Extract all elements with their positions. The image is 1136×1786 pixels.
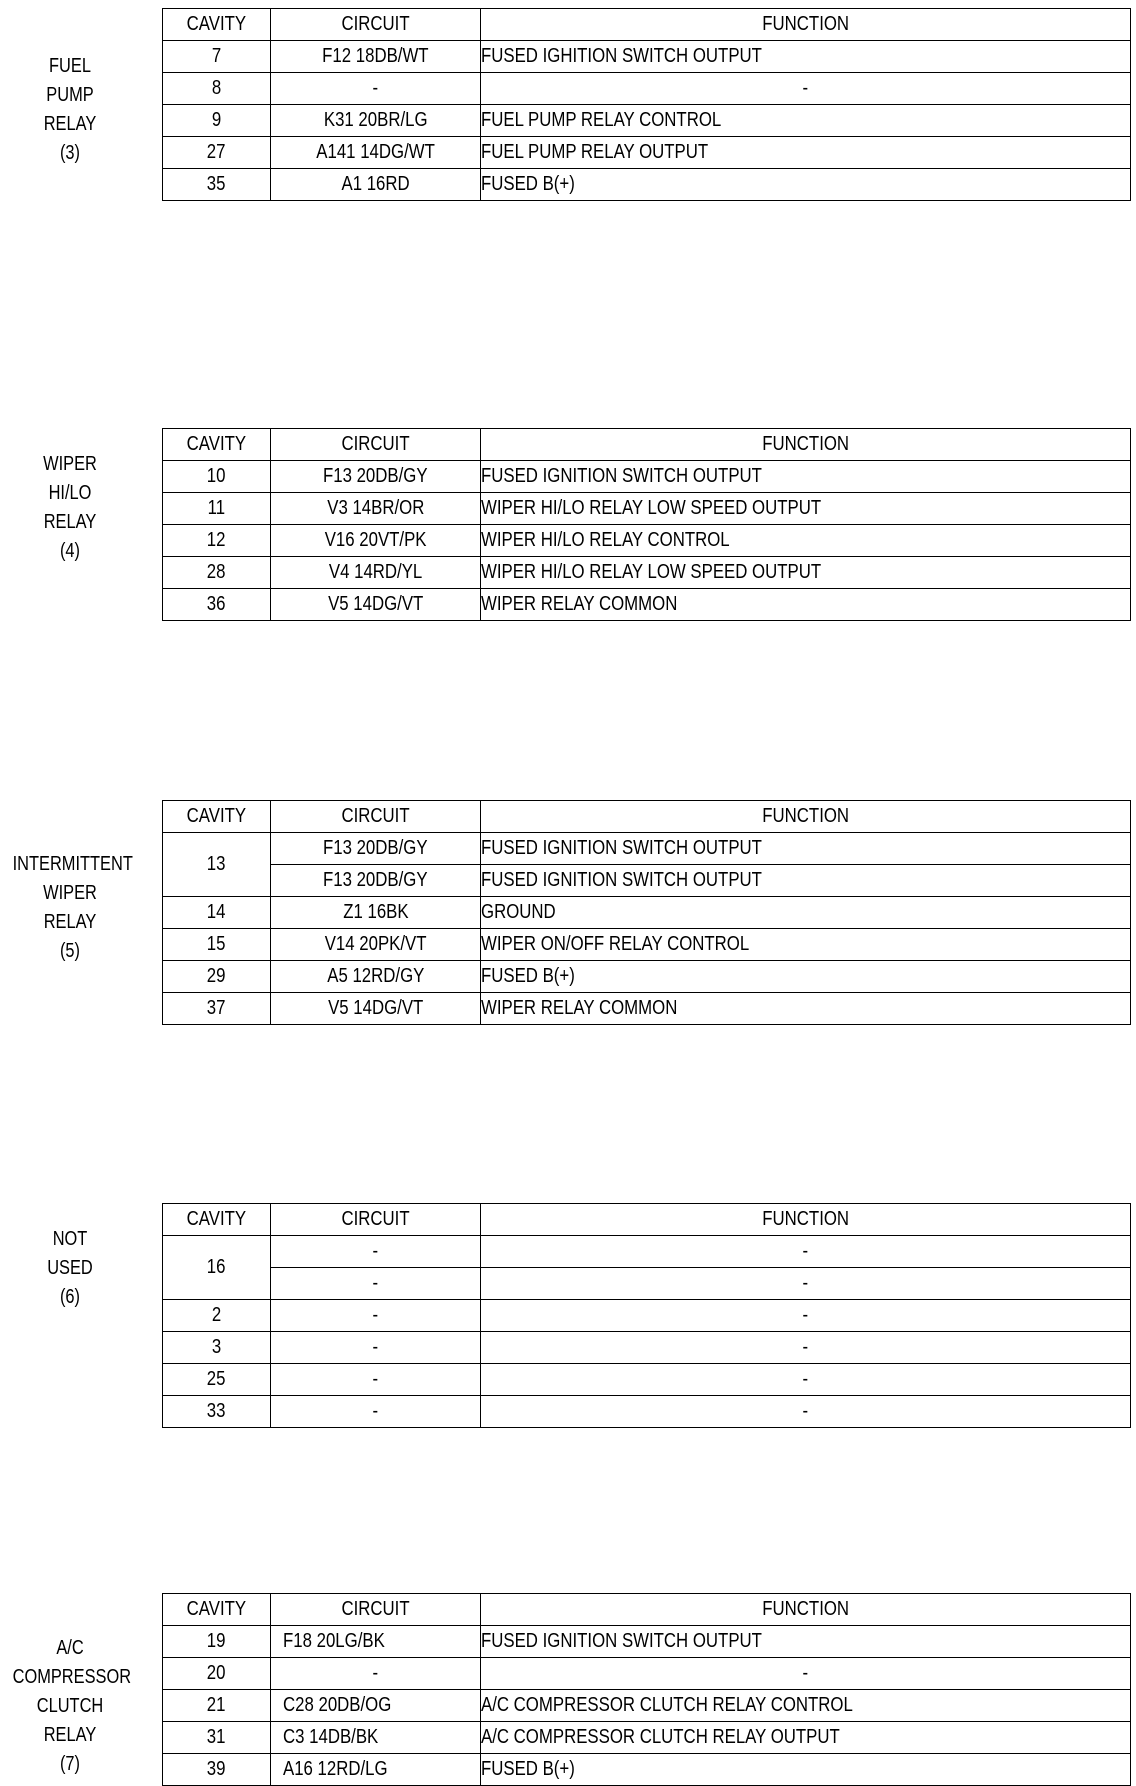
circuit-cell: V14 20PK/VT	[271, 929, 481, 961]
cavity-cell: 15	[163, 929, 271, 961]
circuit-cell: -	[271, 73, 481, 105]
function-cell: FUSED IGNITION SWITCH OUTPUT	[481, 461, 1131, 493]
function-cell: FUSED B(+)	[481, 1754, 1131, 1786]
function-cell: WIPER HI/LO RELAY LOW SPEED OUTPUT	[481, 493, 1131, 525]
relay-label-line: CLUTCH	[36, 1695, 104, 1717]
relay-label-line: A/C	[56, 1637, 84, 1659]
cavity-cell: 37	[163, 993, 271, 1025]
relay-label-line: WIPER	[43, 453, 97, 475]
relay-label	[13, 450, 128, 566]
table-row	[163, 461, 1131, 493]
cavity-cell: 21	[163, 1690, 271, 1722]
table-row	[163, 1236, 1131, 1268]
function-header: FUNCTION	[481, 9, 1131, 41]
table-row	[163, 1658, 1131, 1690]
circuit-cell: A16 12RD/LG	[271, 1754, 481, 1786]
cavity-cell: 14	[163, 897, 271, 929]
function-cell: -	[481, 1396, 1131, 1428]
circuit-cell: F13 20DB/GY	[271, 461, 481, 493]
function-cell: FUEL PUMP RELAY CONTROL	[481, 105, 1131, 137]
table-row	[163, 1268, 1131, 1300]
table-row	[163, 1722, 1131, 1754]
relay-label-line: PUMP	[46, 84, 94, 106]
cavity-cell: 3	[163, 1332, 271, 1364]
header-row	[163, 1204, 1131, 1236]
circuit-cell: -	[271, 1364, 481, 1396]
cavity-cell: 33	[163, 1396, 271, 1428]
cavity-cell: 10	[163, 461, 271, 493]
circuit-cell: V5 14DG/VT	[271, 589, 481, 621]
cavity-cell: 29	[163, 961, 271, 993]
function-cell: A/C COMPRESSOR CLUTCH RELAY OUTPUT	[481, 1722, 1131, 1754]
function-header: FUNCTION	[481, 1594, 1131, 1626]
circuit-header: CIRCUIT	[271, 801, 481, 833]
relay-label-line: RELAY	[43, 1724, 97, 1746]
circuit-cell: K31 20BR/LG	[271, 105, 481, 137]
relay-label-line: (5)	[59, 940, 81, 962]
table-row	[163, 169, 1131, 201]
function-cell: FUSED IGNITION SWITCH OUTPUT	[481, 1626, 1131, 1658]
function-cell: FUSED B(+)	[481, 169, 1131, 201]
function-cell: FUSED IGHITION SWITCH OUTPUT	[481, 41, 1131, 73]
relay-label-line: FUEL	[49, 55, 91, 77]
cavity-cell: 9	[163, 105, 271, 137]
circuit-cell: Z1 16BK	[271, 897, 481, 929]
function-cell: WIPER RELAY COMMON	[481, 589, 1131, 621]
pinout-table	[162, 428, 1131, 621]
relay-label-line: USED	[47, 1257, 93, 1279]
relay-label-line: (4)	[59, 540, 81, 562]
circuit-cell: A141 14DG/WT	[271, 137, 481, 169]
relay-label-line: (3)	[59, 142, 81, 164]
header-row	[163, 429, 1131, 461]
cavity-cell: 12	[163, 525, 271, 557]
cavity-header: CAVITY	[163, 9, 271, 41]
function-cell: -	[481, 1658, 1131, 1690]
header-row	[163, 1594, 1131, 1626]
cavity-header: CAVITY	[163, 801, 271, 833]
function-cell: FUSED B(+)	[481, 961, 1131, 993]
function-cell: A/C COMPRESSOR CLUTCH RELAY CONTROL	[481, 1690, 1131, 1722]
cavity-header: CAVITY	[163, 429, 271, 461]
circuit-cell: V16 20VT/PK	[271, 525, 481, 557]
table-row	[163, 41, 1131, 73]
relay-label-line: RELAY	[43, 911, 97, 933]
table-row	[163, 1626, 1131, 1658]
circuit-cell: -	[271, 1236, 481, 1268]
cavity-cell: 2	[163, 1300, 271, 1332]
circuit-cell: F12 18DB/WT	[271, 41, 481, 73]
cavity-cell: 11	[163, 493, 271, 525]
circuit-cell: A5 12RD/GY	[271, 961, 481, 993]
cavity-cell: 16	[163, 1236, 271, 1300]
function-cell: -	[481, 1364, 1131, 1396]
cavity-cell: 8	[163, 73, 271, 105]
function-cell: FUEL PUMP RELAY OUTPUT	[481, 137, 1131, 169]
table-row	[163, 1300, 1131, 1332]
circuit-cell: -	[271, 1396, 481, 1428]
function-cell: FUSED IGNITION SWITCH OUTPUT	[481, 865, 1131, 897]
table-row	[163, 961, 1131, 993]
pinout-table	[162, 1203, 1131, 1428]
relay-label	[12, 850, 133, 966]
table-row	[163, 1754, 1131, 1786]
relay-label	[13, 1225, 128, 1312]
relay-label	[12, 1634, 132, 1779]
function-cell: GROUND	[481, 897, 1131, 929]
relay-label-line: WIPER	[43, 882, 97, 904]
pinout-table	[162, 1593, 1131, 1786]
cavity-cell: 27	[163, 137, 271, 169]
table-row	[163, 1364, 1131, 1396]
table-row	[163, 1332, 1131, 1364]
circuit-cell: V4 14RD/YL	[271, 557, 481, 589]
function-cell: WIPER HI/LO RELAY CONTROL	[481, 525, 1131, 557]
circuit-cell: -	[271, 1658, 481, 1690]
relay-label-line: (7)	[59, 1753, 81, 1775]
function-cell: -	[481, 1268, 1131, 1300]
relay-label-line: (6)	[59, 1286, 81, 1308]
table-row	[163, 493, 1131, 525]
pinout-table	[162, 8, 1131, 201]
table-row	[163, 929, 1131, 961]
table-row	[163, 897, 1131, 929]
circuit-cell: F18 20LG/BK	[271, 1626, 481, 1658]
circuit-header: CIRCUIT	[271, 1204, 481, 1236]
table-row	[163, 557, 1131, 589]
relay-label-line: RELAY	[43, 113, 97, 135]
circuit-cell: -	[271, 1268, 481, 1300]
relay-label-line: NOT	[52, 1228, 88, 1250]
circuit-cell: V3 14BR/OR	[271, 493, 481, 525]
table-row	[163, 525, 1131, 557]
cavity-cell: 39	[163, 1754, 271, 1786]
function-header: FUNCTION	[481, 1204, 1131, 1236]
function-cell: FUSED IGNITION SWITCH OUTPUT	[481, 833, 1131, 865]
function-cell: WIPER HI/LO RELAY LOW SPEED OUTPUT	[481, 557, 1131, 589]
cavity-cell: 13	[163, 833, 271, 897]
function-header: FUNCTION	[481, 801, 1131, 833]
function-cell: WIPER RELAY COMMON	[481, 993, 1131, 1025]
circuit-header: CIRCUIT	[271, 9, 481, 41]
circuit-cell: -	[271, 1300, 481, 1332]
relay-label-line: HI/LO	[48, 482, 92, 504]
circuit-cell: C3 14DB/BK	[271, 1722, 481, 1754]
table-row	[163, 137, 1131, 169]
cavity-cell: 35	[163, 169, 271, 201]
table-row	[163, 589, 1131, 621]
cavity-cell: 19	[163, 1626, 271, 1658]
table-row	[163, 1690, 1131, 1722]
function-cell: WIPER ON/OFF RELAY CONTROL	[481, 929, 1131, 961]
function-cell: -	[481, 1300, 1131, 1332]
circuit-header: CIRCUIT	[271, 1594, 481, 1626]
cavity-header: CAVITY	[163, 1594, 271, 1626]
circuit-cell: -	[271, 1332, 481, 1364]
pinout-table	[162, 800, 1131, 1025]
cavity-cell: 7	[163, 41, 271, 73]
relay-label-line: COMPRESSOR	[12, 1666, 132, 1688]
table-row	[163, 833, 1131, 865]
function-cell: -	[481, 1332, 1131, 1364]
cavity-cell: 36	[163, 589, 271, 621]
circuit-cell: F13 20DB/GY	[271, 865, 481, 897]
relay-label-line: INTERMITTENT	[12, 853, 133, 875]
table-row	[163, 73, 1131, 105]
cavity-cell: 25	[163, 1364, 271, 1396]
function-header: FUNCTION	[481, 429, 1131, 461]
circuit-header: CIRCUIT	[271, 429, 481, 461]
cavity-cell: 28	[163, 557, 271, 589]
table-row	[163, 993, 1131, 1025]
circuit-cell: C28 20DB/OG	[271, 1690, 481, 1722]
cavity-cell: 31	[163, 1722, 271, 1754]
table-row	[163, 105, 1131, 137]
function-cell: -	[481, 73, 1131, 105]
relay-label	[13, 52, 128, 168]
relay-label-line: RELAY	[43, 511, 97, 533]
function-cell: -	[481, 1236, 1131, 1268]
header-row	[163, 801, 1131, 833]
cavity-cell: 20	[163, 1658, 271, 1690]
circuit-cell: F13 20DB/GY	[271, 833, 481, 865]
table-row	[163, 1396, 1131, 1428]
header-row	[163, 9, 1131, 41]
cavity-header: CAVITY	[163, 1204, 271, 1236]
circuit-cell: V5 14DG/VT	[271, 993, 481, 1025]
table-row	[163, 865, 1131, 897]
circuit-cell: A1 16RD	[271, 169, 481, 201]
